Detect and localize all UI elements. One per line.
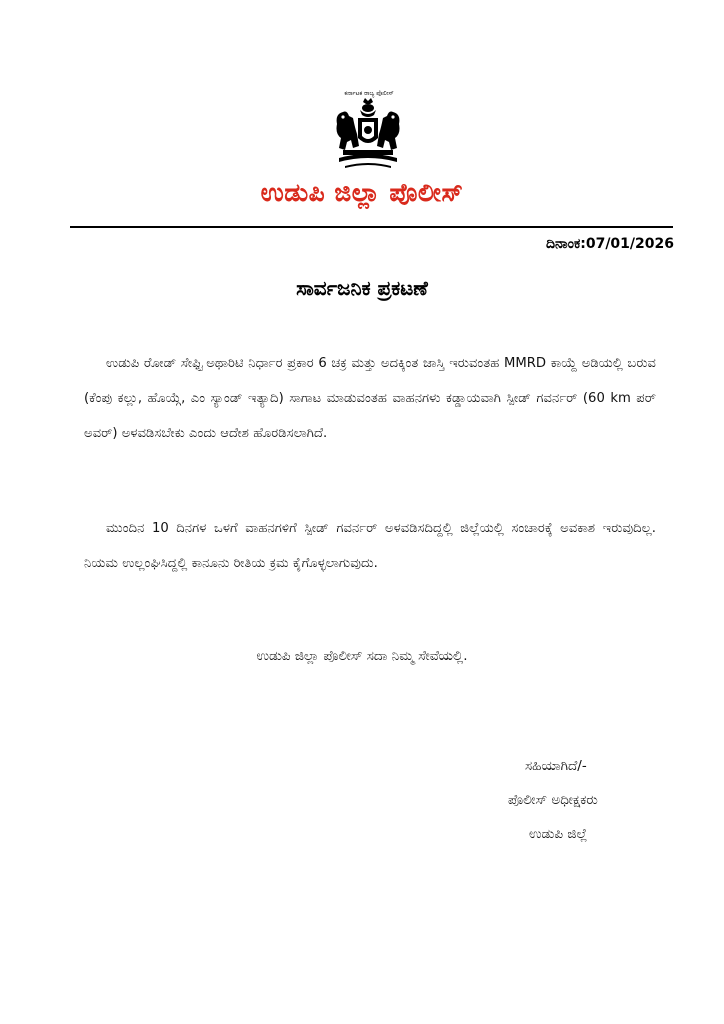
signature-status: ಸಹಿಯಾಗಿದೆ/- xyxy=(525,758,587,774)
notice-subject: ಸಾರ್ವಜನಿಕ ಪ್ರಕಟಣೆ xyxy=(296,276,428,300)
page-title: ಉಡುಪಿ ಜಿಲ್ಲಾ ಪೊಲೀಸ್ xyxy=(260,178,464,207)
signatory-designation: ಪೊಲೀಸ್ ಅಧೀಕ್ಷಕರು xyxy=(508,792,598,808)
header-divider xyxy=(70,226,673,228)
body-paragraph-2: ಮುಂದಿನ 10 ದಿನಗಳ ಒಳಗೆ ವಾಹನಗಳಿಗೆ ಸ್ಪೀಡ್ ಗವರ್ನರ್ ಅಳವಡಿಸದಿದ್ದಲ್ಲಿ ಜಿಲ್ಲೆಯಲ್ಲಿ ಸಂಚಾರಕ್ಕೆ ಅವಕಾಶ ಇರುವುದಿಲ್ಲ. ನಿಯಮ ಉಲ್ಲಂಘಿಸಿದ್ದಲ್ಲಿ ಕಾನೂನು ರೀತಿಯ ಕ್ರಮ ಕೈಗೊಳ್ಳಲಾಗುವುದು. xyxy=(84,521,656,571)
notice-date: ದಿನಾಂಕ:07/01/2026 xyxy=(545,236,674,252)
signatory-district: ಉಡುಪಿ ಜಿಲ್ಲೆ xyxy=(529,826,588,842)
body-paragraph-1: ಉಡುಪಿ ರೋಡ್ ಸೇಫ್ಟಿ ಅಥಾರಿಟಿ ನಿರ್ಧಾರ ಪ್ರಕಾರ 6 ಚಕ್ರ ಮತ್ತು ಅದಕ್ಕಿಂತ ಜಾಸ್ತಿ ಇರುವಂತಹ MMRD ಕಾಯ್ದೆ ಅಡಿಯಲ್ಲಿ ಬರುವ (ಕೆಂಪು ಕಲ್ಲು, ಹೊಯ್ಗೆ, ಎಂ ಸ್ಯಾಂಡ್ ಇತ್ಯಾದಿ) ಸಾಗಾಟ ಮಾಡುವಂತಹ ವಾಹನಗಳು ಕಡ್ಡಾಯವಾಗಿ ಸ್ಪೀಡ್ ಗವರ್ನರ್ (60 km ಪರ್ ಅವರ್) ಅಳವಡಿಸಬೇಕು ಎಂದು ಆದೇಶ ಹೊರಡಿಸಲಾಗಿದೆ. xyxy=(84,356,656,441)
closing-line: ಉಡುಪಿ ಜಿಲ್ಲಾ ಪೊಲೀಸ್ ಸದಾ ನಿಮ್ಮ ಸೇವೆಯಲ್ಲಿ. xyxy=(256,648,468,664)
karnataka-emblem-icon xyxy=(329,88,407,176)
emblem-motto: ಕರ್ನಾಟಕ ರಾಜ್ಯ ಪೊಲೀಸ್ xyxy=(344,90,394,97)
